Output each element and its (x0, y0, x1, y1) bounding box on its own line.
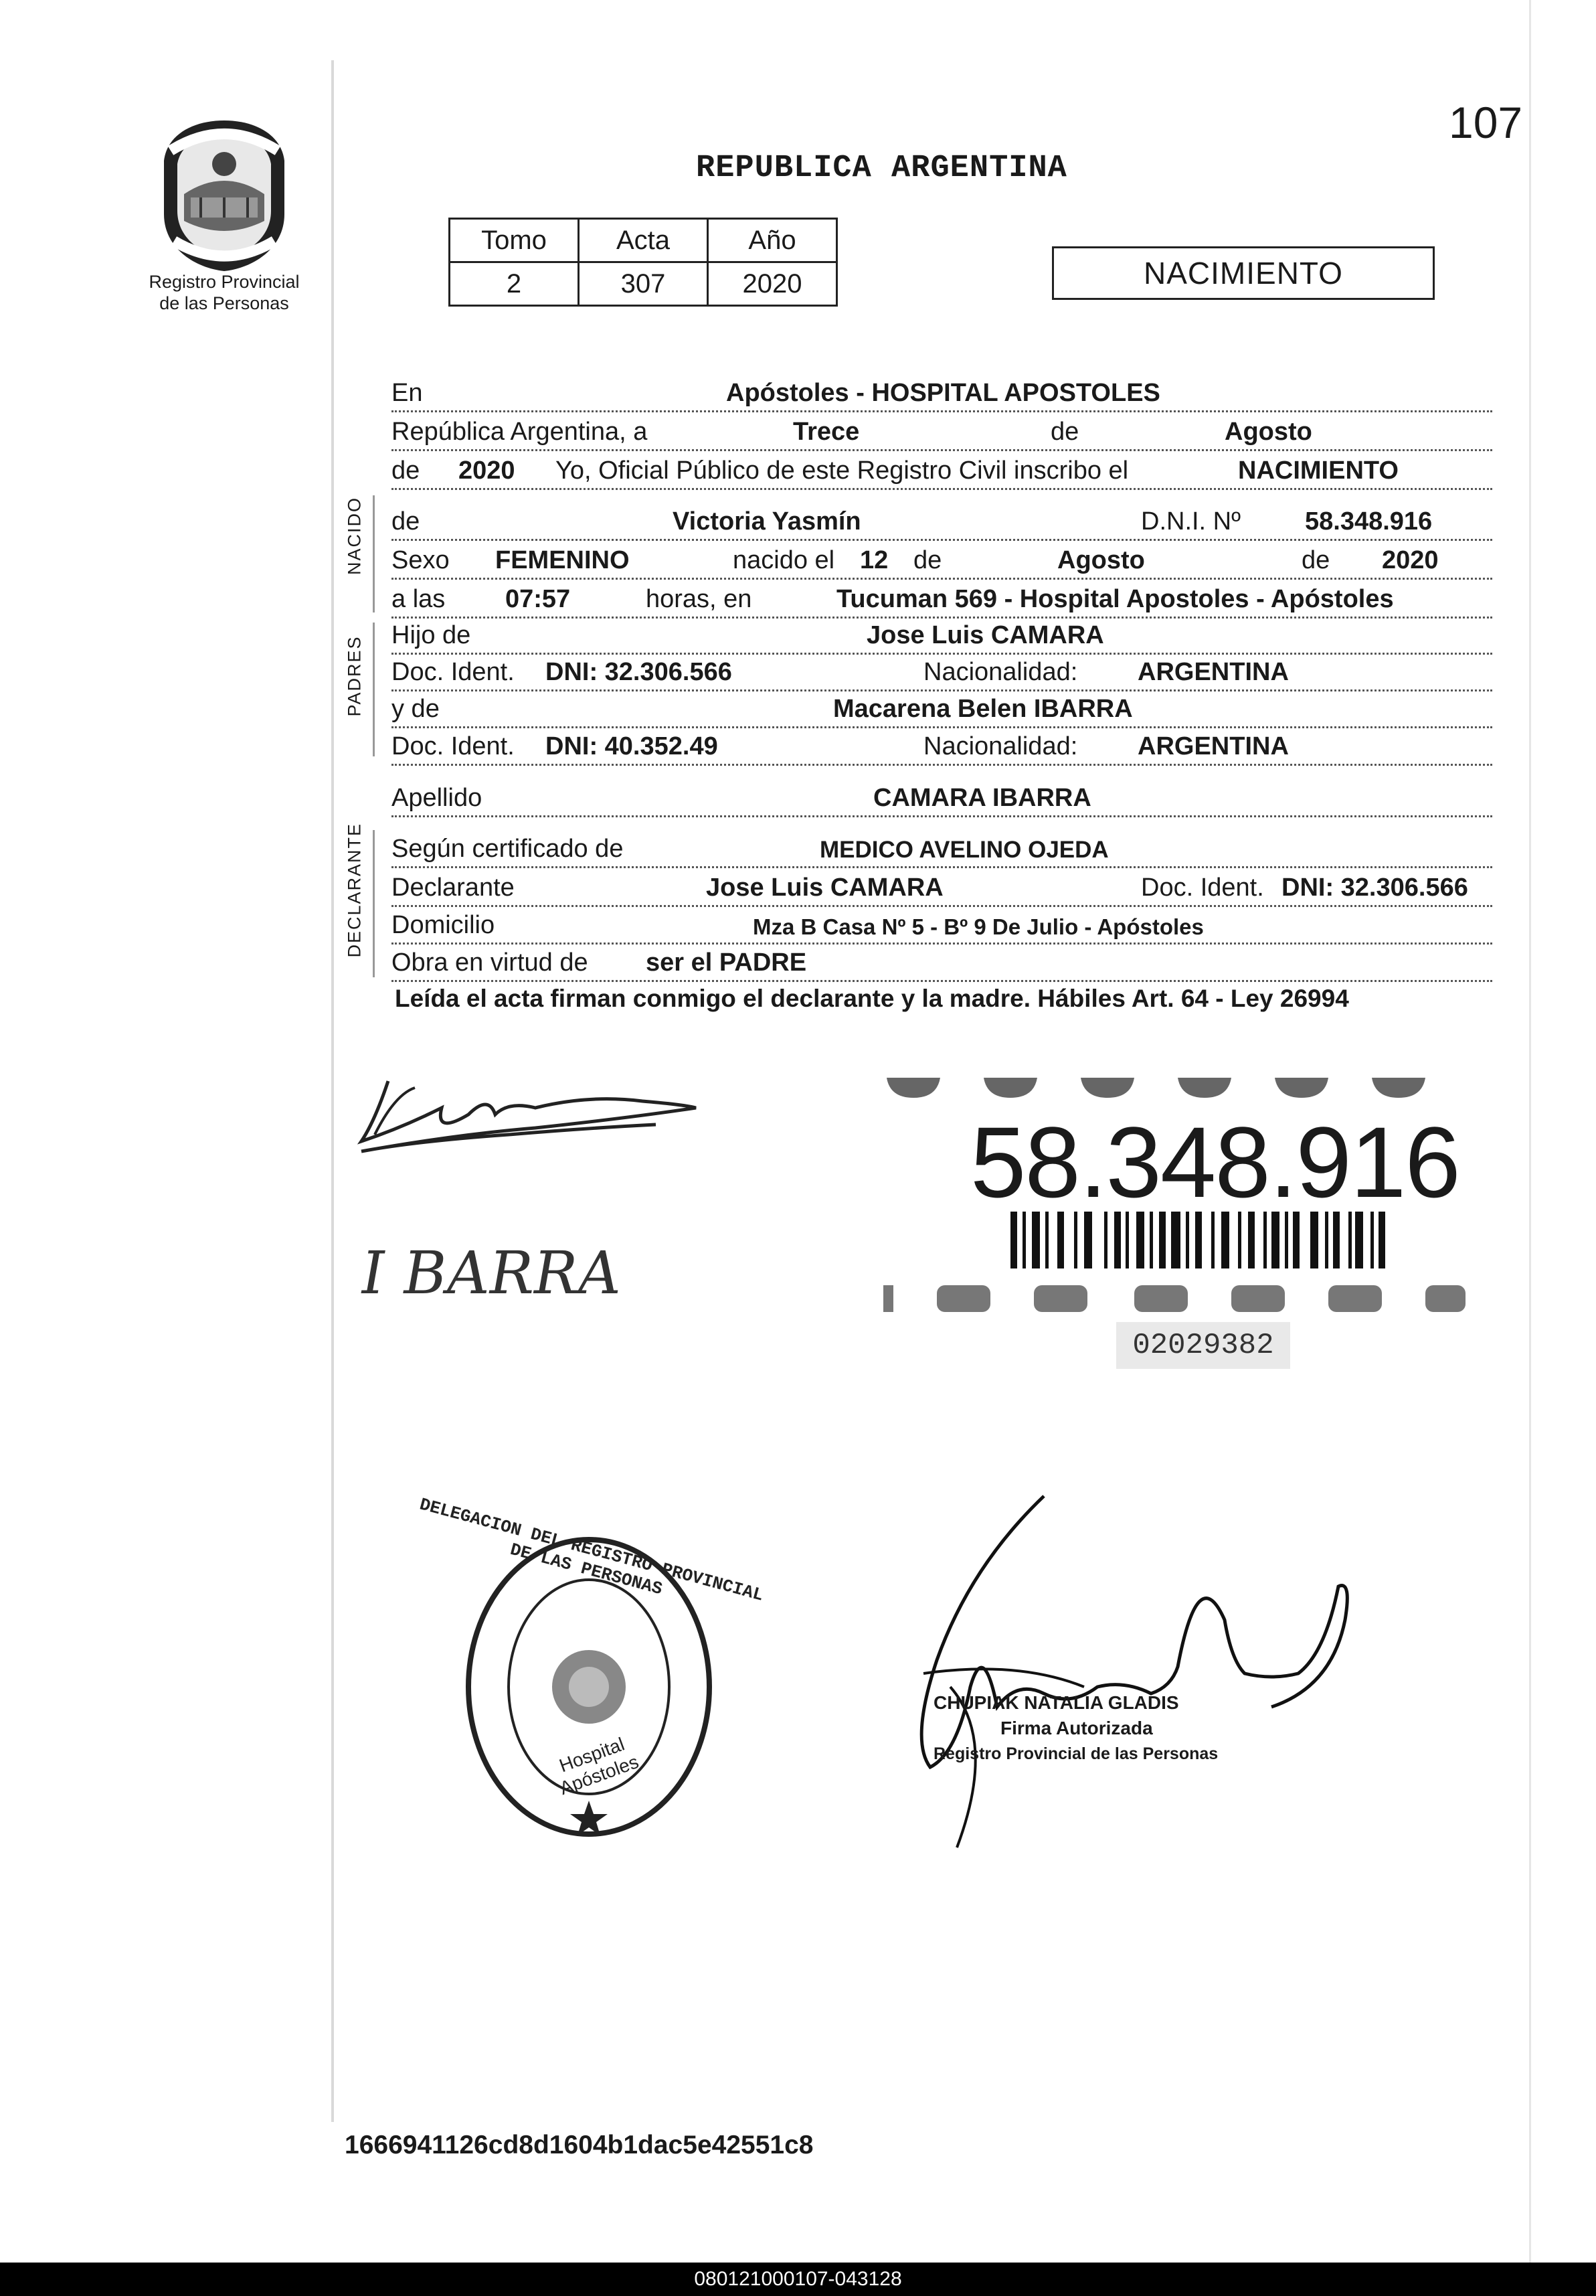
father-name: Jose Luis CAMARA (867, 621, 1104, 649)
sticker-dni-number: 58.348.916 (970, 1106, 1459, 1218)
page-number: 107 (1449, 98, 1523, 147)
hijo-de-label: Hijo de (391, 621, 471, 649)
registry-caption (120, 271, 328, 314)
row-declarante (391, 866, 1492, 907)
birth-month: Agosto (1057, 546, 1145, 574)
birth-time: 07:57 (505, 585, 571, 613)
declarante-doc: DNI: 32.306.566 (1281, 874, 1468, 902)
mother-nationality: ARGENTINA (1138, 732, 1289, 760)
obra-value: ser el PADRE (646, 949, 807, 977)
nacido-el-label: nacido el (733, 546, 835, 574)
nacionalidad-label: Nacionalidad: (923, 658, 1078, 686)
authority-block (934, 1690, 1218, 1767)
stamp-inner-text: Hospital Apóstoles (556, 1733, 642, 1799)
de-label-5: de (1302, 546, 1330, 574)
closing-statement: Leída el acta firman conmigo el declarante y la madre. Hábiles Art. 64 - Ley 26994 (395, 985, 1349, 1012)
declarante-value: Jose Luis CAMARA (706, 874, 944, 902)
horas-en-label: horas, en (646, 585, 752, 613)
authority-role: Firma Autorizada (1000, 1718, 1153, 1738)
row-en (391, 372, 1492, 412)
scan-footer-bar (0, 2263, 1596, 2296)
row-oficial (391, 449, 1492, 490)
row-mother-doc (391, 725, 1492, 766)
row-certificado (391, 827, 1492, 868)
misiones-coat-of-arms (154, 114, 294, 274)
row-republica (391, 410, 1492, 451)
apellido-value: CAMARA IBARRA (873, 784, 1091, 812)
side-label-declarante: DECLARANTE (344, 822, 365, 958)
declarant-signature (335, 1068, 709, 1171)
row-name (391, 500, 1492, 541)
anio-value: 2020 (708, 262, 837, 306)
stamp-ring-text: DELEGACION DEL REGISTRO PROVINCIAL DE LAS PERSONAS (417, 1494, 766, 1606)
de-label-4: de (913, 546, 942, 574)
registry-caption-line1: Registro Provincial (149, 272, 300, 292)
obra-label: Obra en virtud de (391, 949, 588, 977)
de-label-2: de (391, 457, 420, 485)
domicilio-value: Mza B Casa Nº 5 - Bº 9 De Julio - Apóstoles (753, 914, 1204, 939)
registry-caption-line2: de las Personas (159, 293, 289, 313)
row-apellido (391, 776, 1492, 817)
y-de-label: y de (391, 695, 440, 723)
a-las-label: a las (391, 585, 446, 613)
tomo-value: 2 (450, 262, 579, 306)
row-domicilio (391, 904, 1492, 945)
sexo-label: Sexo (391, 546, 450, 574)
republica-label: República Argentina, a (391, 418, 648, 446)
acta-header: Acta (579, 219, 708, 262)
domicilio-label: Domicilio (391, 911, 495, 939)
doc-ident-label: Doc. Ident. (391, 658, 515, 686)
doc-ident-label-3: Doc. Ident. (1141, 874, 1264, 902)
day-words: Trece (793, 418, 860, 446)
mother-doc: DNI: 40.352.49 (545, 732, 718, 760)
sexo-value: FEMENINO (495, 546, 630, 574)
father-nationality: ARGENTINA (1138, 658, 1289, 686)
en-value: Apóstoles - HOSPITAL APOSTOLES (726, 379, 1160, 407)
child-dni: 58.348.916 (1305, 507, 1433, 536)
dni-label: D.N.I. Nº (1141, 507, 1241, 536)
row-y-de (391, 687, 1492, 728)
authority-office: Registro Provincial de las Personas (934, 1744, 1219, 1763)
certificado-value: MEDICO AVELINO OJEDA (820, 837, 1109, 863)
year-value: 2020 (458, 457, 515, 485)
row-hijo-de (391, 614, 1492, 655)
record-type-box: NACIMIENTO (1052, 246, 1435, 300)
record-table (448, 218, 838, 307)
mother-signature: I BARRA (355, 1238, 627, 1307)
de-label-3: de (391, 507, 420, 536)
oficial-text: Yo, Oficial Público de este Registro Civil inscribo el (555, 457, 1129, 485)
sticker-serial: 02029382 (1116, 1322, 1290, 1369)
birth-place: Tucuman 569 - Hospital Apostoles - Apóstoles (836, 585, 1394, 613)
document-hash: 1666941126cd8d1604b1dac5e42551c8 (345, 2131, 814, 2159)
en-label: En (391, 379, 423, 407)
authority-name: CHUPIAK NATALIA GLADIS (934, 1692, 1179, 1713)
month-value: Agosto (1225, 418, 1312, 446)
mother-name: Macarena Belen IBARRA (833, 695, 1133, 723)
anio-header: Año (708, 219, 837, 262)
side-label-padres: PADRES (344, 635, 365, 717)
inscribo-value: NACIMIENTO (1238, 457, 1399, 485)
row-hora (391, 578, 1492, 619)
doc-ident-label-2: Doc. Ident. (391, 732, 515, 760)
side-label-nacido: NACIDO (344, 497, 365, 576)
nacido-bar (373, 495, 375, 612)
de-label: de (1051, 418, 1079, 446)
birth-year: 2020 (1382, 546, 1439, 574)
declarante-bar (373, 830, 375, 977)
authorized-signature (883, 1486, 1365, 1864)
birth-day: 12 (860, 546, 889, 574)
row-obra (391, 941, 1492, 982)
row-father-doc (391, 651, 1492, 691)
father-doc: DNI: 32.306.566 (545, 658, 732, 686)
document-title: REPUBLICA ARGENTINA (696, 151, 1067, 186)
declarante-label: Declarante (391, 874, 515, 902)
acta-value: 307 (579, 262, 708, 306)
row-sexo (391, 539, 1492, 580)
apellido-label: Apellido (391, 784, 482, 812)
child-name: Victoria Yasmín (673, 507, 861, 536)
page-edge-line (1529, 0, 1531, 2263)
footer-code: 080121000107-043128 (694, 2268, 902, 2290)
certificado-label: Según certificado de (391, 835, 624, 863)
padres-bar (373, 623, 375, 756)
nacionalidad-label-2: Nacionalidad: (923, 732, 1078, 760)
tomo-header: Tomo (450, 219, 579, 262)
page-margin-line (331, 60, 334, 2122)
